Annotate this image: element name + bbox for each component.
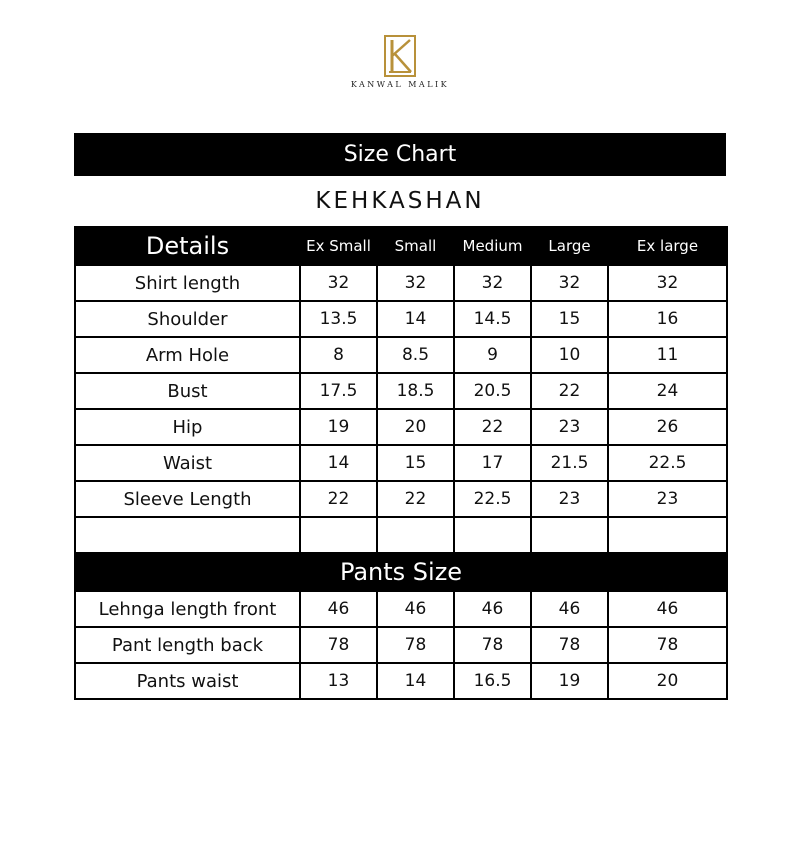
measurement-value: 14.5: [454, 301, 531, 337]
measurement-value: 19: [531, 663, 608, 699]
pants-section-header-row: [75, 553, 727, 591]
measurement-value: 22.5: [454, 481, 531, 517]
size-header: Medium: [454, 227, 531, 265]
pants-section-title: Pants Size: [75, 553, 727, 591]
brand-name: KANWAL MALIK: [350, 80, 450, 89]
table-row: [75, 337, 727, 373]
empty-cell: [531, 517, 608, 553]
measurement-value: 16: [608, 301, 727, 337]
details-header: Details: [75, 227, 300, 265]
measurement-value: 23: [531, 481, 608, 517]
measurement-value: 22: [531, 373, 608, 409]
measurement-value: 32: [300, 265, 377, 301]
pants-table-row: [75, 663, 727, 699]
measurement-value: 32: [454, 265, 531, 301]
measurement-value: 10: [531, 337, 608, 373]
measurement-value: 78: [300, 627, 377, 663]
measurement-value: 46: [454, 591, 531, 627]
kanwal-malik-monogram-icon: [383, 34, 417, 78]
size-header: Ex Small: [300, 227, 377, 265]
measurement-value: 78: [377, 627, 454, 663]
measurement-value: 32: [531, 265, 608, 301]
measurement-value: 20.5: [454, 373, 531, 409]
empty-cell: [75, 517, 300, 553]
measurement-value: 8.5: [377, 337, 454, 373]
measurement-value: 46: [608, 591, 727, 627]
size-header: Small: [377, 227, 454, 265]
measurement-label: Shoulder: [75, 301, 300, 337]
brand-logo: [0, 34, 800, 89]
table-row: [75, 481, 727, 517]
measurement-label: Sleeve Length: [75, 481, 300, 517]
measurement-label: Shirt length: [75, 265, 300, 301]
table-row: [75, 301, 727, 337]
empty-row: [75, 517, 727, 553]
measurement-value: 78: [531, 627, 608, 663]
pants-table-row: [75, 591, 727, 627]
measurement-value: 21.5: [531, 445, 608, 481]
table-header-row: [75, 227, 727, 265]
measurement-value: 46: [377, 591, 454, 627]
measurement-value: 22: [454, 409, 531, 445]
measurement-value: 78: [454, 627, 531, 663]
table-row: [75, 373, 727, 409]
measurement-value: 15: [531, 301, 608, 337]
measurement-label: Bust: [75, 373, 300, 409]
measurement-value: 22: [377, 481, 454, 517]
measurement-value: 26: [608, 409, 727, 445]
size-header: Ex large: [608, 227, 727, 265]
measurement-value: 13.5: [300, 301, 377, 337]
measurement-value: 22.5: [608, 445, 727, 481]
table-row: [75, 445, 727, 481]
measurement-value: 32: [608, 265, 727, 301]
measurement-value: 19: [300, 409, 377, 445]
measurement-value: 46: [531, 591, 608, 627]
measurement-value: 23: [531, 409, 608, 445]
measurement-value: 14: [377, 301, 454, 337]
measurement-value: 14: [300, 445, 377, 481]
measurement-label: Waist: [75, 445, 300, 481]
empty-cell: [377, 517, 454, 553]
measurement-value: 46: [300, 591, 377, 627]
measurement-value: 22: [300, 481, 377, 517]
measurement-label: Hip: [75, 409, 300, 445]
empty-cell: [608, 517, 727, 553]
measurement-value: 14: [377, 663, 454, 699]
measurement-value: 13: [300, 663, 377, 699]
measurement-label: Pants waist: [75, 663, 300, 699]
measurement-value: 15: [377, 445, 454, 481]
collection-name: KEHKASHAN: [315, 188, 485, 214]
measurement-value: 16.5: [454, 663, 531, 699]
measurement-label: Lehnga length front: [75, 591, 300, 627]
measurement-label: Pant length back: [75, 627, 300, 663]
measurement-value: 17.5: [300, 373, 377, 409]
measurement-value: 11: [608, 337, 727, 373]
table-row: [75, 409, 727, 445]
measurement-label: Arm Hole: [75, 337, 300, 373]
measurement-value: 9: [454, 337, 531, 373]
measurement-value: 24: [608, 373, 727, 409]
table-row: [75, 265, 727, 301]
measurement-value: 18.5: [377, 373, 454, 409]
measurement-value: 20: [608, 663, 727, 699]
empty-cell: [454, 517, 531, 553]
measurement-value: 8: [300, 337, 377, 373]
measurement-value: 32: [377, 265, 454, 301]
measurement-value: 17: [454, 445, 531, 481]
size-header: Large: [531, 227, 608, 265]
page-title: Size Chart: [74, 133, 726, 176]
measurement-value: 23: [608, 481, 727, 517]
measurement-value: 78: [608, 627, 727, 663]
pants-table-row: [75, 627, 727, 663]
size-chart-table: [74, 226, 728, 700]
empty-cell: [300, 517, 377, 553]
measurement-value: 20: [377, 409, 454, 445]
